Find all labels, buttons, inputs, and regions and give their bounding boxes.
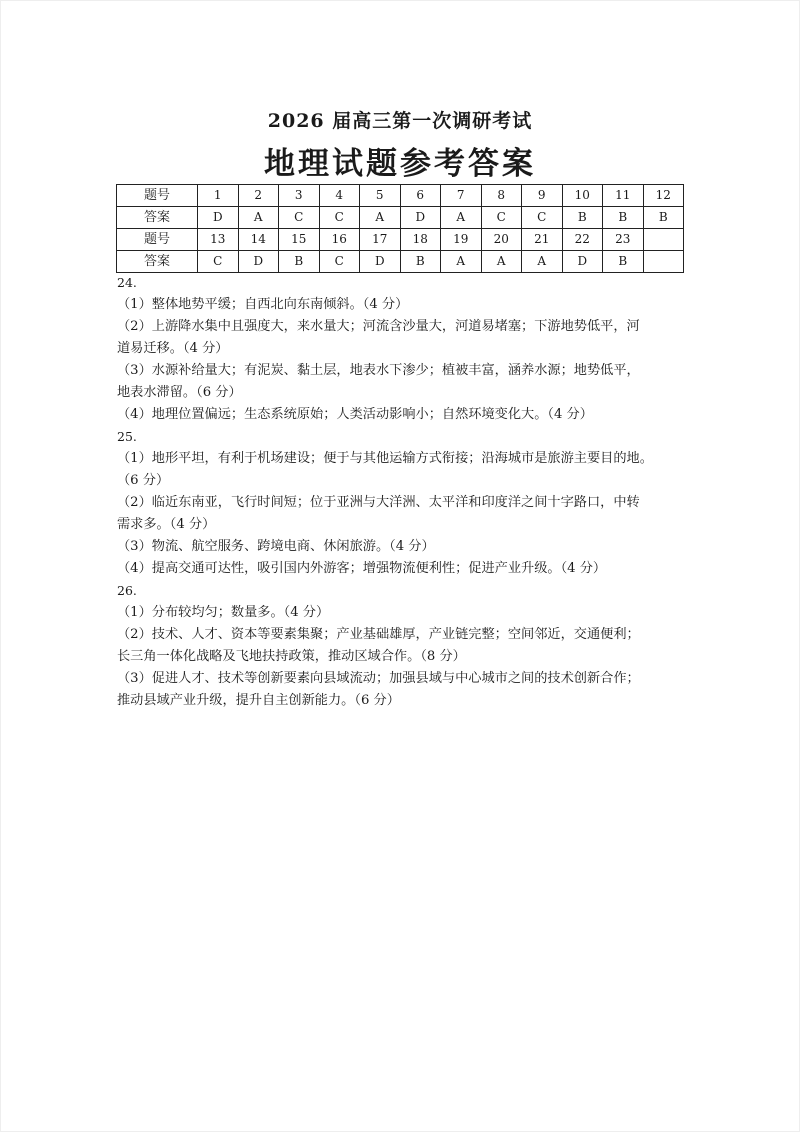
- answer-cell: C: [279, 207, 320, 229]
- question-number: 1: [198, 185, 239, 207]
- question-number: 18: [400, 229, 441, 251]
- question-number: 17: [360, 229, 401, 251]
- row-label-question: 题号: [117, 185, 198, 207]
- question-number: 11: [603, 185, 644, 207]
- question-number: 22: [562, 229, 603, 251]
- question-number: 13: [198, 229, 239, 251]
- answer-cell: C: [319, 251, 360, 273]
- question-number-label: 25.: [117, 429, 137, 444]
- question-number: 4: [319, 185, 360, 207]
- question-number: 21: [522, 229, 563, 251]
- open-answers: [117, 272, 687, 712]
- question-number-label: 26.: [117, 583, 137, 598]
- answer-cell: D: [562, 251, 603, 273]
- answer-table: [116, 184, 684, 273]
- answer-line: （3）水源补给量大；有泥炭、黏土层，地表水下渗少；植被丰富，涵养水源；地势低平，: [117, 363, 640, 378]
- answer-cell: D: [360, 251, 401, 273]
- question-block-26: [117, 580, 687, 712]
- question-number: 2: [238, 185, 279, 207]
- question-number: 16: [319, 229, 360, 251]
- question-number: 23: [603, 229, 644, 251]
- answer-cell: A: [238, 207, 279, 229]
- question-number: 15: [279, 229, 320, 251]
- question-number: 5: [360, 185, 401, 207]
- answer-line: （1）整体地势平缓；自西北向东南倾斜。（4 分）: [117, 297, 409, 312]
- row-label-answer: 答案: [117, 207, 198, 229]
- answer-line: （3）促进人才、技术等创新要素向县域流动；加强县域与中心城市之间的技术创新合作；: [117, 671, 640, 686]
- answer-line: 推动县域产业升级，提升自主创新能力。（6 分）: [117, 693, 400, 708]
- question-number: 10: [562, 185, 603, 207]
- answer-line: （4）提高交通可达性，吸引国内外游客；增强物流便利性；促进产业升级。（4 分）: [117, 561, 607, 576]
- question-number-label: 24.: [117, 275, 137, 290]
- question-number: [643, 229, 684, 251]
- answer-cell: B: [643, 207, 684, 229]
- question-number: 3: [279, 185, 320, 207]
- question-number: 7: [441, 185, 482, 207]
- answer-cell: A: [522, 251, 563, 273]
- answer-cell: D: [238, 251, 279, 273]
- question-block-24: [117, 272, 687, 426]
- answer-cell: C: [481, 207, 522, 229]
- answer-cell: A: [441, 251, 482, 273]
- answer-line: 需求多。（4 分）: [117, 517, 216, 532]
- answer-cell: B: [400, 251, 441, 273]
- answer-cell: [643, 251, 684, 273]
- question-number: 19: [441, 229, 482, 251]
- question-number: 6: [400, 185, 441, 207]
- question-number: 20: [481, 229, 522, 251]
- answer-cell: D: [400, 207, 441, 229]
- answer-cell: A: [481, 251, 522, 273]
- table-row-answers-2: [117, 251, 684, 273]
- exam-title: 2026 届高三第一次调研考试: [267, 110, 533, 132]
- answer-line: 长三角一体化战略及飞地扶持政策，推动区域合作。（8 分）: [117, 649, 466, 664]
- answer-line: （4）地理位置偏远；生态系统原始；人类活动影响小；自然环境变化大。（4 分）: [117, 407, 593, 422]
- question-number: 12: [643, 185, 684, 207]
- answer-cell: A: [441, 207, 482, 229]
- answer-cell: B: [562, 207, 603, 229]
- answer-line: （1）地形平坦，有利于机场建设；便于与其他运输方式衔接；沿海城市是旅游主要目的地。: [117, 451, 653, 466]
- answer-cell: B: [603, 251, 644, 273]
- answer-cell: C: [198, 251, 239, 273]
- answer-line: （2）上游降水集中且强度大，来水量大；河流含沙量大，河道易堵塞；下游地势低平，河: [117, 319, 640, 334]
- answer-cell: C: [319, 207, 360, 229]
- table-row-questions-1: [117, 185, 684, 207]
- answer-line: （6 分）: [117, 473, 170, 488]
- answer-cell: B: [279, 251, 320, 273]
- document-title: 地理试题参考答案: [264, 146, 536, 182]
- answer-line: （3）物流、航空服务、跨境电商、休闲旅游。（4 分）: [117, 539, 435, 554]
- table-row-answers-1: [117, 207, 684, 229]
- answer-cell: A: [360, 207, 401, 229]
- question-block-25: [117, 426, 687, 580]
- question-number: 14: [238, 229, 279, 251]
- answer-line: 地表水滞留。（6 分）: [117, 385, 242, 400]
- answer-cell: D: [198, 207, 239, 229]
- row-label-question: 题号: [117, 229, 198, 251]
- table-row-questions-2: [117, 229, 684, 251]
- answer-cell: B: [603, 207, 644, 229]
- answer-line: （2）临近东南亚，飞行时间短；位于亚洲与大洋洲、太平洋和印度洋之间十字路口，中转: [117, 495, 640, 510]
- question-number: 8: [481, 185, 522, 207]
- answer-line: 道易迁移。（4 分）: [117, 341, 229, 356]
- row-label-answer: 答案: [117, 251, 198, 273]
- answer-cell: C: [522, 207, 563, 229]
- question-number: 9: [522, 185, 563, 207]
- answer-line: （1）分布较均匀；数量多。（4 分）: [117, 605, 330, 620]
- answer-line: （2）技术、人才、资本等要素集聚；产业基础雄厚，产业链完整；空间邻近，交通便利；: [117, 627, 640, 642]
